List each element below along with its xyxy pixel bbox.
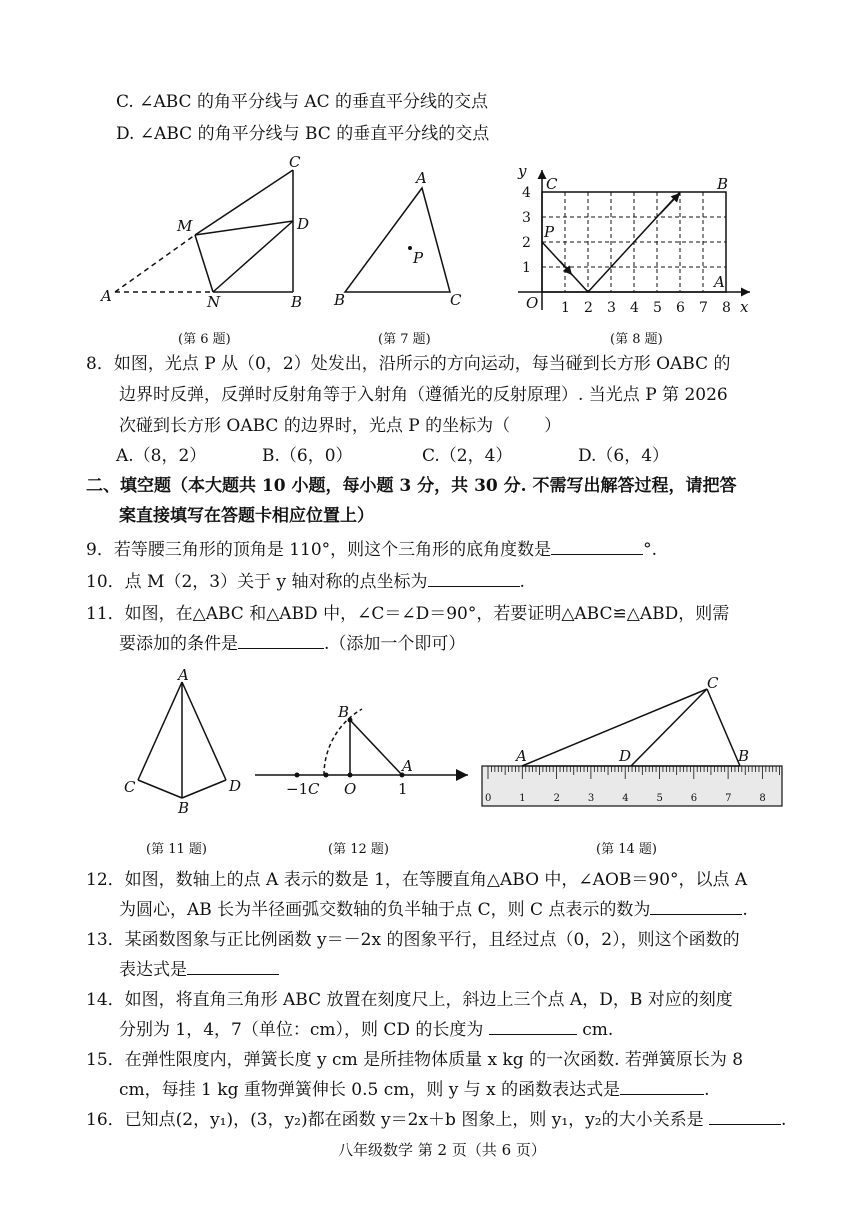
q15-tail: .	[704, 1080, 710, 1100]
fig14-label-a: A	[516, 747, 527, 765]
ruler-number: 8	[759, 793, 766, 804]
q8-line2: 边界时反弹，反弹时反射角等于入射角（遵循光的反射原理）. 当光点 P 第 2026	[119, 385, 728, 405]
fig7-label-a: A	[416, 169, 427, 187]
q8-option-a: A.（8，2）	[116, 446, 207, 466]
option-c-prev: C. ∠ABC 的角平分线与 AC 的垂直平分线的交点	[116, 92, 489, 112]
fig8-ytick: 1	[522, 260, 531, 276]
fig8-label-x: x	[740, 298, 749, 316]
fig12-point-c	[324, 773, 329, 778]
q8-option-c: C.（2，4）	[422, 446, 513, 466]
q9-text: 9．若等腰三角形的顶角是 110°，则这个三角形的底角度数是	[86, 540, 552, 560]
figure-11	[118, 668, 248, 813]
q10-text: 10．点 M（2，3）关于 y 轴对称的点坐标为	[86, 572, 428, 592]
fig6-line-mn	[195, 235, 213, 292]
q14-tail: cm.	[582, 1020, 614, 1040]
fig14-line-cb	[707, 689, 740, 766]
q15-line2	[119, 1078, 710, 1102]
fig8-xtick: 4	[630, 300, 639, 316]
caption-fig8: (第 8 题)	[610, 332, 663, 347]
section2-title-cont: 案直接填写在答题卡相应位置上）	[119, 506, 374, 526]
caption-fig14: (第 14 题)	[596, 842, 657, 857]
q8-option-d: D.（6，4）	[578, 446, 670, 466]
fig6-label-a: A	[101, 287, 112, 305]
fig12-label-a: A	[402, 757, 413, 775]
fig11-label-a: A	[178, 668, 189, 684]
fig7-triangle	[345, 188, 450, 292]
figure-6	[95, 155, 320, 315]
fig8-xtick: 2	[584, 300, 593, 316]
fig7-label-p: P	[413, 249, 424, 267]
fig7-point-p	[408, 246, 412, 250]
q13-line2-text: 表达式是	[119, 960, 187, 980]
fig14-label-b: B	[738, 747, 750, 765]
fig8-ytick: 2	[522, 235, 531, 251]
caption-fig7: (第 7 题)	[378, 332, 431, 347]
fig12-label-o: O	[344, 780, 357, 798]
q13-answer-blank[interactable]	[187, 958, 279, 975]
fig6-label-m: M	[177, 217, 193, 235]
fig8-xtick: 5	[653, 300, 662, 316]
q12-line1: 12．如图，数轴上的点 A 表示的数是 1，在等腰直角△ABO 中，∠AOB＝90°，以点 A	[86, 870, 748, 890]
fig7-label-c: C	[450, 291, 462, 309]
fig11-line-db	[182, 780, 226, 798]
fig11-line-cb	[138, 780, 182, 798]
fig6-line-nd	[213, 221, 293, 292]
fig8-label-o: O	[526, 294, 539, 312]
q11-line2b: .（添加一个即可）	[324, 634, 466, 654]
fig12-label-c: C	[308, 780, 320, 798]
q15-line2-text: cm，每挂 1 kg 重物弹簧伸长 0.5 cm，则 y 与 x 的函数表达式是	[119, 1080, 621, 1100]
fig14-line-cd	[631, 689, 707, 766]
fig12-label-one: 1	[398, 780, 408, 798]
q10	[86, 570, 525, 594]
q8-line1: 8．如图，光点 P 从（0，2）处发出，沿所示的方向运动，每当碰到长方形 OABC 的	[86, 354, 731, 374]
ruler-number: 1	[519, 793, 526, 804]
fig12-line-ba	[350, 720, 402, 775]
fig11-line-ac	[138, 682, 182, 780]
q12-line2-text: 为圆心，AB 长为半径画弧交数轴的负半轴于点 C，则 C 点表示的数为	[119, 900, 651, 920]
figure-8	[510, 160, 760, 320]
q10-tail: .	[519, 572, 525, 592]
q9-tail: °.	[643, 540, 658, 560]
q8-option-b: B.（6，0）	[262, 446, 353, 466]
fig8-label-a: A	[714, 273, 725, 291]
fig8-path-arrow-2	[560, 261, 572, 275]
ruler-number: 2	[553, 793, 560, 804]
ruler-number: 4	[622, 793, 629, 804]
ruler-number: 6	[690, 793, 698, 804]
caption-fig11: (第 11 题)	[146, 842, 207, 857]
option-d-prev: D. ∠ABC 的角平分线与 BC 的垂直平分线的交点	[116, 124, 490, 144]
fig8-label-p: P	[544, 223, 555, 241]
q11-line1: 11．如图，在△ABC 和△ABD 中，∠C＝∠D＝90°，若要证明△ABC≌△ABD，则需	[86, 604, 730, 624]
ruler-number: 0	[485, 793, 492, 804]
q14-answer-blank[interactable]	[489, 1018, 577, 1035]
fig8-label-c: C	[546, 175, 558, 193]
figure-12	[250, 700, 475, 800]
fig8-ytick: 3	[522, 210, 531, 226]
q9	[86, 538, 657, 562]
figure-14	[478, 672, 788, 812]
fig6-label-d: D	[297, 215, 310, 233]
fig12-label-minus1: −1	[286, 780, 309, 798]
fig11-label-d: D	[229, 777, 242, 795]
caption-fig12: (第 12 题)	[328, 842, 389, 857]
fig6-label-b: B	[291, 293, 303, 311]
fig8-label-b: B	[717, 175, 729, 193]
fig8-xtick: 8	[722, 300, 731, 316]
fig14-label-d: D	[619, 747, 632, 765]
q16-text: 16．已知点(2，y₁)，(3，y₂)都在函数 y＝2x＋b 图象上，则 y₁，y₂的大小关系是	[86, 1110, 704, 1130]
fig6-line-mc	[195, 170, 293, 235]
q12-tail: .	[742, 900, 748, 920]
q8-line3: 次碰到长方形 OABC 的边界时，光点 P 的坐标为（ ）	[119, 416, 562, 436]
q11-line2a: 要添加的条件是	[119, 634, 238, 654]
fig11-label-c: C	[124, 778, 136, 796]
ruler-number: 7	[725, 793, 732, 804]
q14-line2-text: 分别为 1，4，7（单位：cm），则 CD 的长度为	[119, 1020, 484, 1040]
q16-tail: .	[780, 1110, 787, 1130]
q13-line1: 13．某函数图象与正比例函数 y＝－2x 的图象平行，且经过点（0，2），则这个函数的	[86, 930, 740, 950]
q11-line2	[119, 632, 465, 656]
fig6-line-md	[195, 221, 293, 235]
caption-fig6: (第 6 题)	[178, 332, 231, 347]
fig8-label-y: y	[518, 162, 527, 180]
fig6-label-n: N	[207, 293, 221, 311]
fig14-label-c: C	[707, 674, 719, 692]
fig14-line-ac	[522, 689, 707, 766]
fig12-point-o	[348, 773, 353, 778]
fig8-xtick: 1	[561, 300, 570, 316]
q14-line1: 14．如图，将直角三角形 ABC 放置在刻度尺上，斜边上三个点 A，D，B 对应的刻度	[86, 990, 733, 1010]
figure-7	[330, 165, 480, 315]
q9-answer-blank[interactable]	[551, 538, 643, 555]
fig8-xtick: 3	[607, 300, 616, 316]
fig7-label-b: B	[334, 291, 346, 309]
ruler-number: 3	[587, 793, 595, 804]
q15-line1: 15．在弹性限度内，弹簧长度 y cm 是所挂物体质量 x kg 的一次函数. 若弹簧原长为 8	[86, 1050, 744, 1070]
fig11-line-ad	[182, 682, 226, 780]
page-footer: 八年级数学 第 2 页（共 6 页）	[338, 1141, 546, 1159]
q13-line2	[119, 958, 279, 982]
ruler-number: 5	[656, 793, 663, 804]
q10-answer-blank[interactable]	[428, 570, 520, 587]
fig12-label-b: B	[338, 703, 350, 721]
q16	[86, 1108, 786, 1132]
q12-answer-blank[interactable]	[650, 898, 742, 915]
section2-title: 二、填空题（本大题共 10 小题，每小题 3 分，共 30 分. 不需写出解答过程，请把答	[86, 476, 737, 496]
fig8-path-arrow	[660, 193, 680, 214]
fig6-label-c: C	[289, 155, 301, 171]
fig8-ytick: 4	[522, 185, 531, 201]
q15-answer-blank[interactable]	[620, 1078, 704, 1095]
q11-answer-blank[interactable]	[238, 632, 324, 649]
q12-line2	[119, 898, 748, 922]
fig12-point-minus1	[295, 773, 300, 778]
fig11-label-b: B	[178, 799, 190, 813]
fig8-xtick: 6	[676, 300, 685, 316]
fig8-xtick: 7	[699, 300, 708, 316]
fig6-dash-am	[115, 235, 195, 292]
q14-line2	[119, 1018, 613, 1042]
q16-answer-blank[interactable]	[709, 1108, 781, 1125]
